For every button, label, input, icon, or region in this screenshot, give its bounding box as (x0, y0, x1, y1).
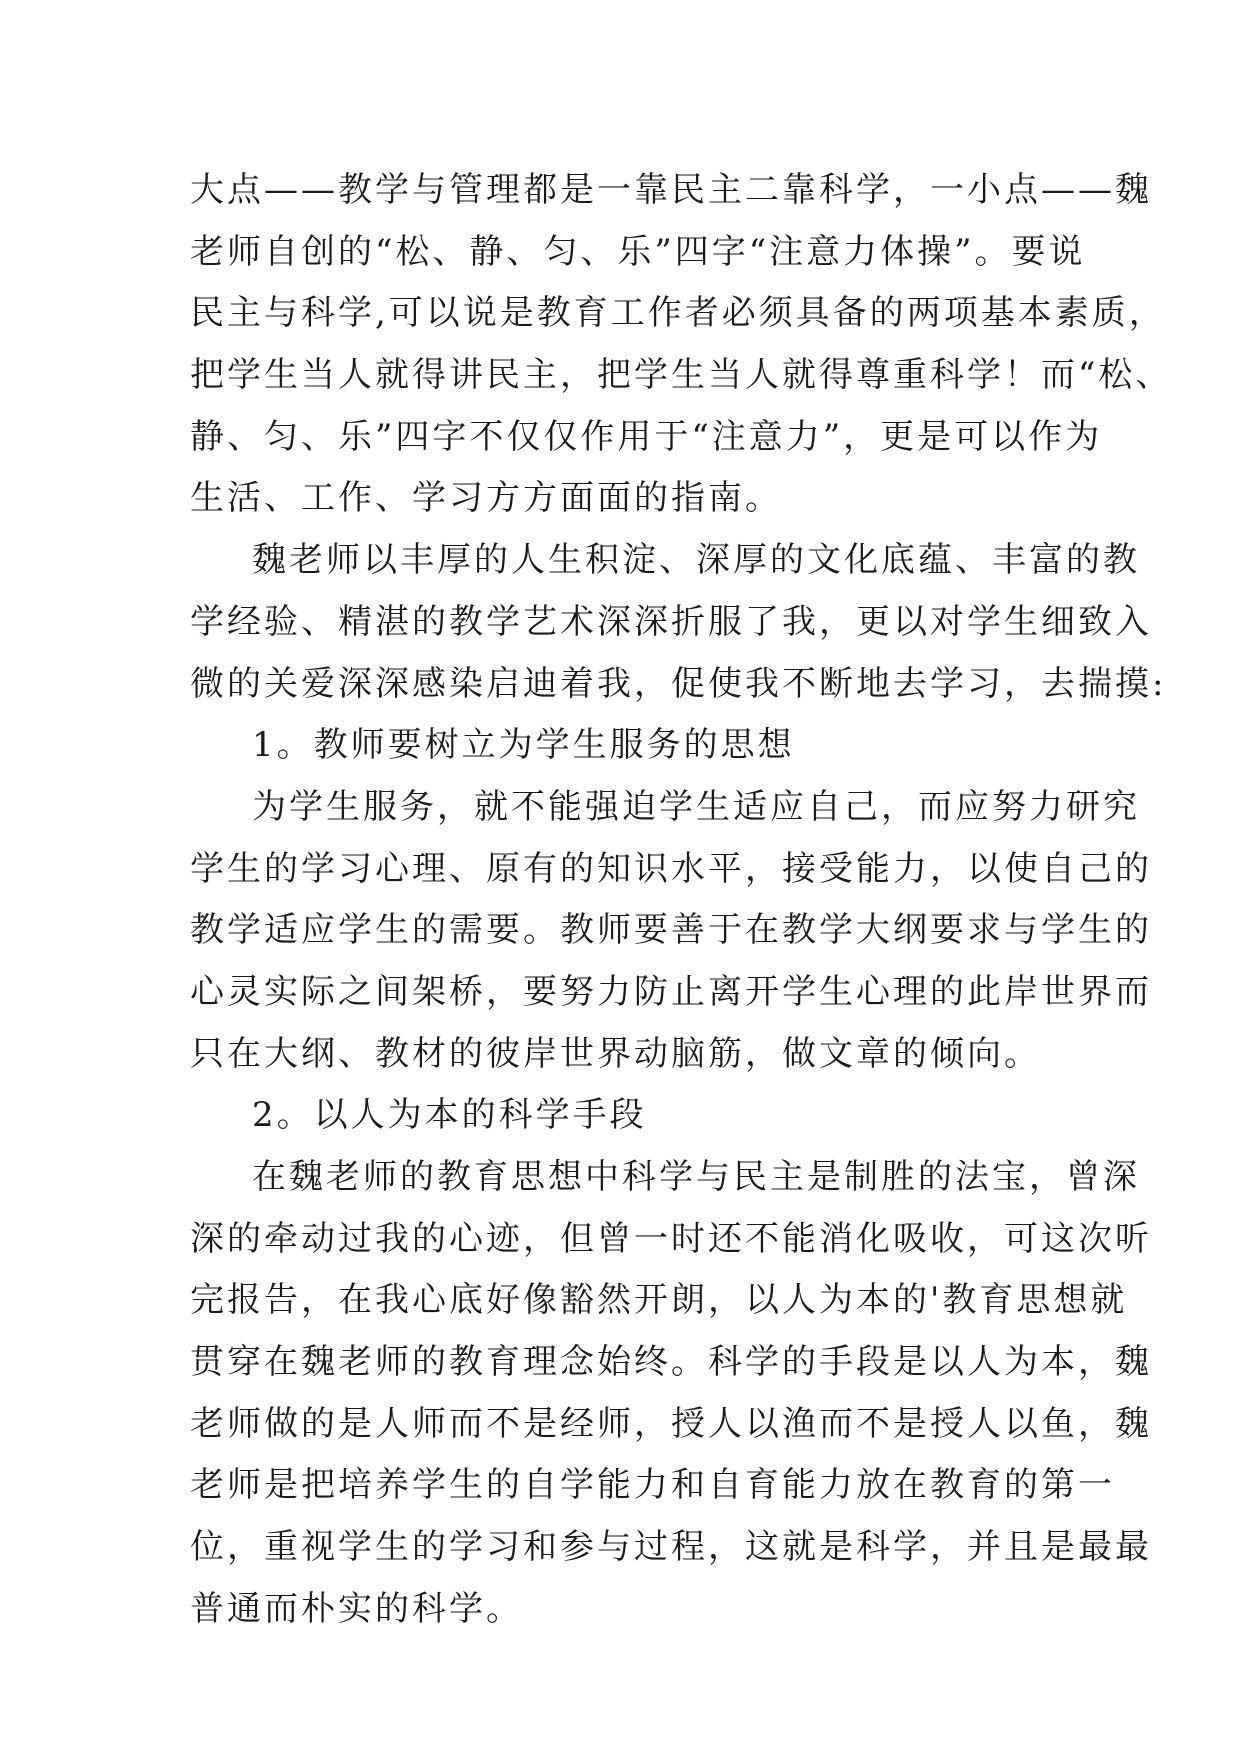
text-line: 2。以人为本的科学手段 (252, 1095, 647, 1136)
text-line: 贯穿在魏老师的教育理念始终。科学的手段是以人为本，魏 (190, 1342, 1152, 1383)
text-line: 生活、工作、学习方方面面的指南。 (190, 478, 782, 519)
text-line: 普通而朴实的科学。 (190, 1588, 523, 1629)
text-line: 老师自创的“松、静、匀、乐”四字“注意力体操”。要说 (190, 231, 1086, 272)
text-line: 只在大纲、教材的彼岸世界动脑筋，做文章的倾向。 (190, 1033, 1041, 1074)
text-line: 大点——教学与管理都是一靠民主二靠科学，一小点——魏 (190, 170, 1152, 210)
text-line: 为学生服务，就不能强迫学生适应自己，而应努力研究 (252, 786, 1140, 827)
document-body (190, 160, 1173, 1641)
text-line: 1。教师要树立为学生服务的思想 (252, 725, 795, 766)
text-line: 老师做的是人师而不是经师，授人以渔而不是授人以鱼，魏 (190, 1403, 1152, 1444)
text-line: 在魏老师的教育思想中科学与民主是制胜的法宝，曾深 (252, 1157, 1140, 1197)
text-line: 学经验、精湛的教学艺术深深折服了我，更以对学生细致入 (190, 601, 1152, 642)
text-line: 民主与科学,可以说是教育工作者必须具备的两项基本素质， (190, 293, 1166, 334)
text-line: 静、匀、乐”四字不仅仅作用于“注意力”，更是可以作为 (190, 416, 1103, 457)
text-line: 魏老师以丰厚的人生积淀、深厚的文化底蕴、丰富的教 (252, 540, 1140, 581)
text-line: 把学生当人就得讲民主，把学生当人就得尊重科学！而“松、 (190, 355, 1173, 396)
text-line: 位，重视学生的学习和参与过程，这就是科学，并且是最最 (190, 1527, 1152, 1568)
text-line: 深的牵动过我的心迹，但曾一时还不能消化吸收，可这次听 (190, 1218, 1152, 1259)
text-line: 学生的学习心理、原有的知识水平，接受能力，以使自己的 (190, 848, 1152, 889)
text-line: 微的关爱深深感染启迪着我，促使我不断地去学习，去揣摸: (190, 663, 1167, 704)
text-line: 完报告，在我心底好像豁然开朗，以人为本的'教育思想就 (190, 1280, 1128, 1321)
text-line: 老师是把培养学生的自学能力和自育能力放在教育的第一 (190, 1465, 1115, 1506)
text-line: 教学适应学生的需要。教师要善于在教学大纲要求与学生的 (190, 910, 1152, 951)
text-line: 心灵实际之间架桥，要努力防止离开学生心理的此岸世界而 (190, 971, 1152, 1012)
